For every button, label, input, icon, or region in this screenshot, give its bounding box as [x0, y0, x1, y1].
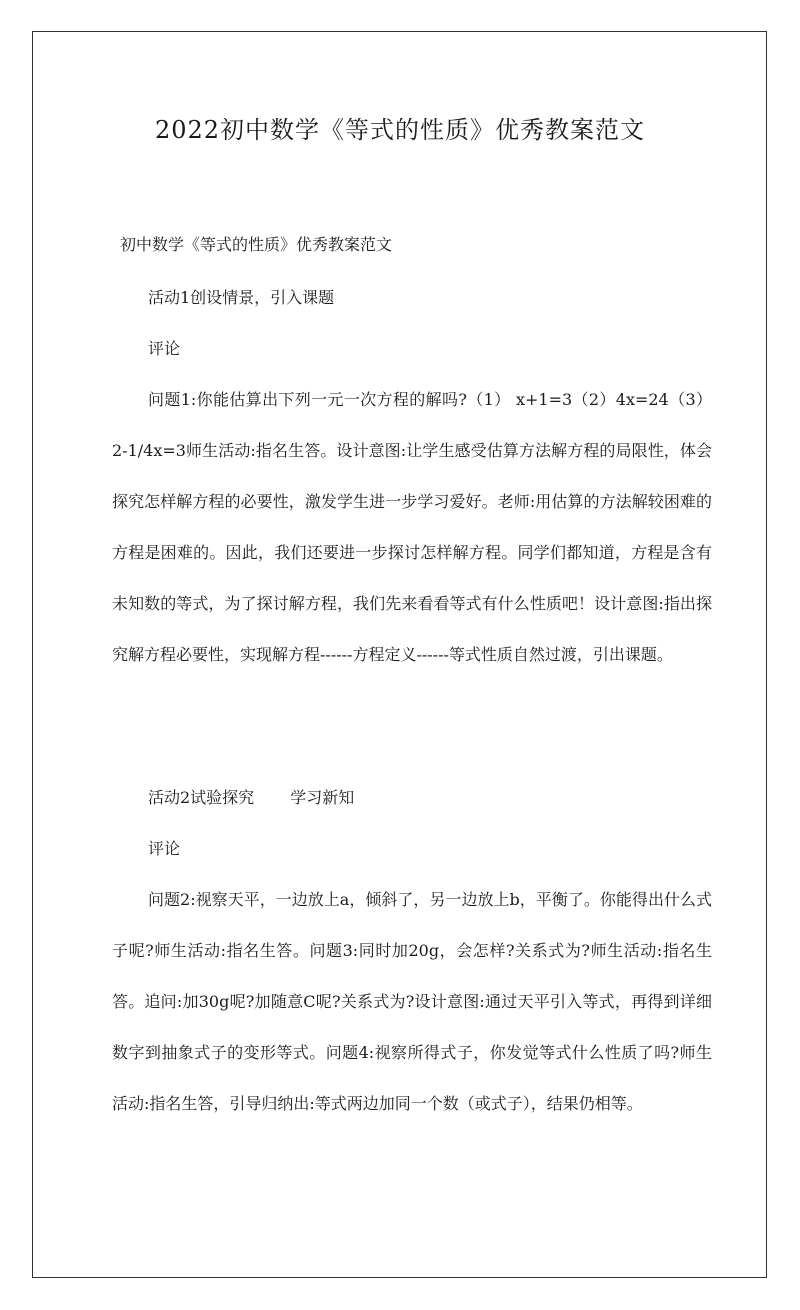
- section-2-heading-part2: 学习新知: [290, 788, 355, 807]
- document-subtitle: 初中数学《等式的性质》优秀教案范文: [120, 235, 393, 254]
- section-2: [112, 772, 712, 1129]
- section-2-heading-part1: 活动2试验探究: [148, 788, 255, 807]
- section-1-paragraph: 问题1:你能估算出下列一元一次方程的解吗?（1） x+1=3（2）4x=24（3）2-1/4x=3师生活动:指名生答。设计意图:让学生感受估算方法解方程的局限性，体会探究怎样解方程的必要性，激发学生进一步学习爱好。老师:用估算的方法解较困难的方程是困难的。因此，我们还要进一步探讨怎样解方程。同学们都知道，方程是含有未知数的等式，为了探讨解方程，我们先来看看等式有什么性质吧！设计意图:指出探究解方程必要性，实现解方程------方程定义------等式性质自然过渡，引出课题。: [112, 390, 712, 664]
- section-1-discussion-label: 评论: [148, 339, 181, 358]
- section-2-discussion-label: 评论: [148, 839, 181, 858]
- section-2-paragraph: 问题2:视察天平，一边放上a，倾斜了，另一边放上b，平衡了。你能得出什么式子呢?师生活动:指名生答。问题3:同时加20g，会怎样?关系式为?师生活动:指名生答。追问:加30g呢?加随意C呢?关系式为?设计意图:通过天平引入等式，再得到详细数字到抽象式子的变形等式。问题4:视察所得式子，你发觉等式什么性质了吗?师生活动:指名生答，引导归纳出:等式两边加同一个数（或式子），结果仍相等。: [112, 890, 712, 1113]
- document-title: 2022初中数学《等式的性质》优秀教案范文: [154, 116, 646, 144]
- section-1: [112, 272, 712, 680]
- section-2-heading: [112, 772, 712, 823]
- section-1-heading: 活动1创设情景，引入课题: [148, 288, 335, 307]
